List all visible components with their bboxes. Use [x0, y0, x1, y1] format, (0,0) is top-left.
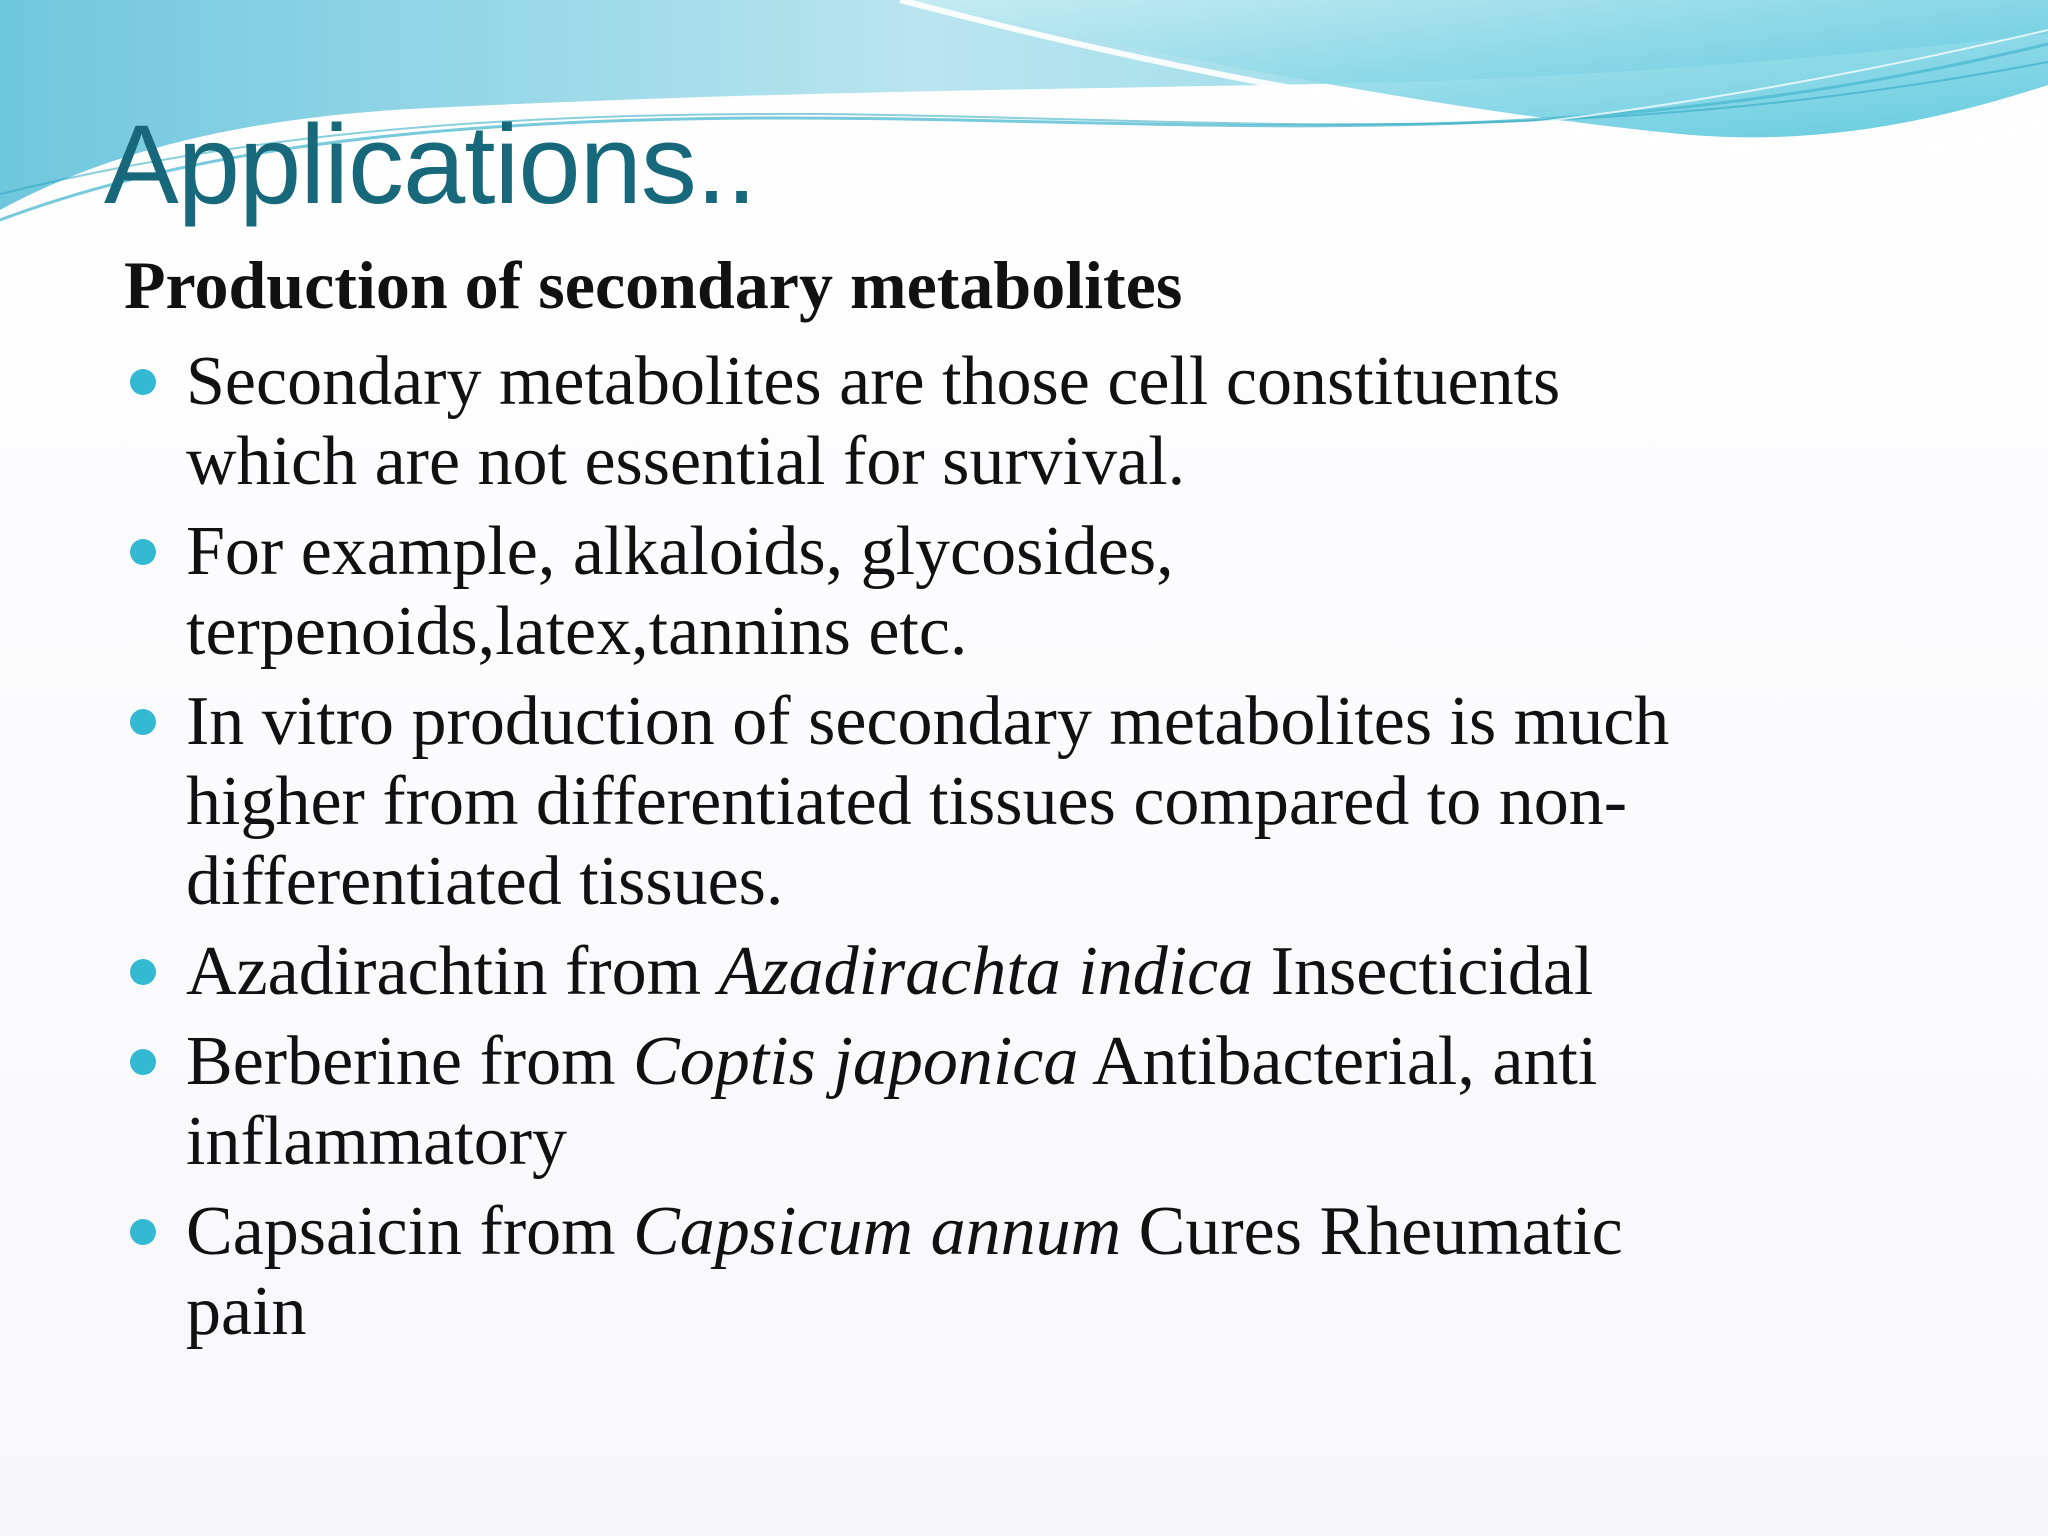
- compound-source-text: Azadirachtin from: [186, 933, 719, 1010]
- compound-source-text: Berberine from: [186, 1023, 634, 1100]
- bullet-icon: [130, 1219, 156, 1245]
- bullet-item-capsaicin: [124, 1192, 1944, 1352]
- bullet-line: differentiated tissues.: [186, 843, 784, 920]
- bullet-line: For example, alkaloids, glycosides,: [186, 513, 1174, 590]
- bullet-line: higher from differentiated tissues compared to non-: [186, 763, 1628, 840]
- slide-title: Applications..: [104, 102, 757, 227]
- bullet-text: [186, 342, 1944, 502]
- bullet-line: inflammatory: [186, 1103, 568, 1180]
- bullet-icon: [130, 369, 156, 395]
- bullet-text: [186, 1192, 1944, 1352]
- bullet-text: [186, 682, 1944, 922]
- species-name: Azadirachta indica: [718, 933, 1254, 1010]
- bullet-line: [186, 1192, 1944, 1272]
- bullet-list: [124, 342, 1944, 1362]
- bullet-item-definition: [124, 342, 1944, 502]
- bullet-line: Secondary metabolites are those cell constituents: [186, 343, 1561, 420]
- bullet-item-azadirachtin: [124, 932, 1944, 1012]
- bullet-icon: [130, 1049, 156, 1075]
- bullet-text: [186, 512, 1944, 672]
- bullet-icon: [130, 959, 156, 985]
- species-name: Coptis japonica: [633, 1023, 1079, 1100]
- compound-source-text: Capsaicin from: [186, 1193, 634, 1270]
- application-text: Cures Rheumatic: [1121, 1193, 1623, 1270]
- bullet-text: [186, 1022, 1944, 1182]
- bullet-icon: [130, 709, 156, 735]
- bullet-line: [186, 1022, 1944, 1102]
- bullet-line: pain: [186, 1273, 307, 1350]
- application-text: Antibacterial, anti: [1078, 1023, 1598, 1100]
- application-text: Insecticidal: [1253, 933, 1594, 1010]
- bullet-line: [186, 932, 1944, 1012]
- bullet-line: terpenoids,latex,tannins etc.: [186, 593, 968, 670]
- bullet-item-examples: [124, 512, 1944, 672]
- bullet-line: which are not essential for survival.: [186, 423, 1186, 500]
- bullet-text: [186, 932, 1944, 1012]
- bullet-item-in-vitro: [124, 682, 1944, 922]
- section-heading: Production of secondary metabolites: [124, 247, 1183, 323]
- bullet-line: In vitro production of secondary metabolites is much: [186, 683, 1670, 760]
- bullet-item-berberine: [124, 1022, 1944, 1182]
- species-name: Capsicum annum: [633, 1193, 1122, 1270]
- bullet-icon: [130, 539, 156, 565]
